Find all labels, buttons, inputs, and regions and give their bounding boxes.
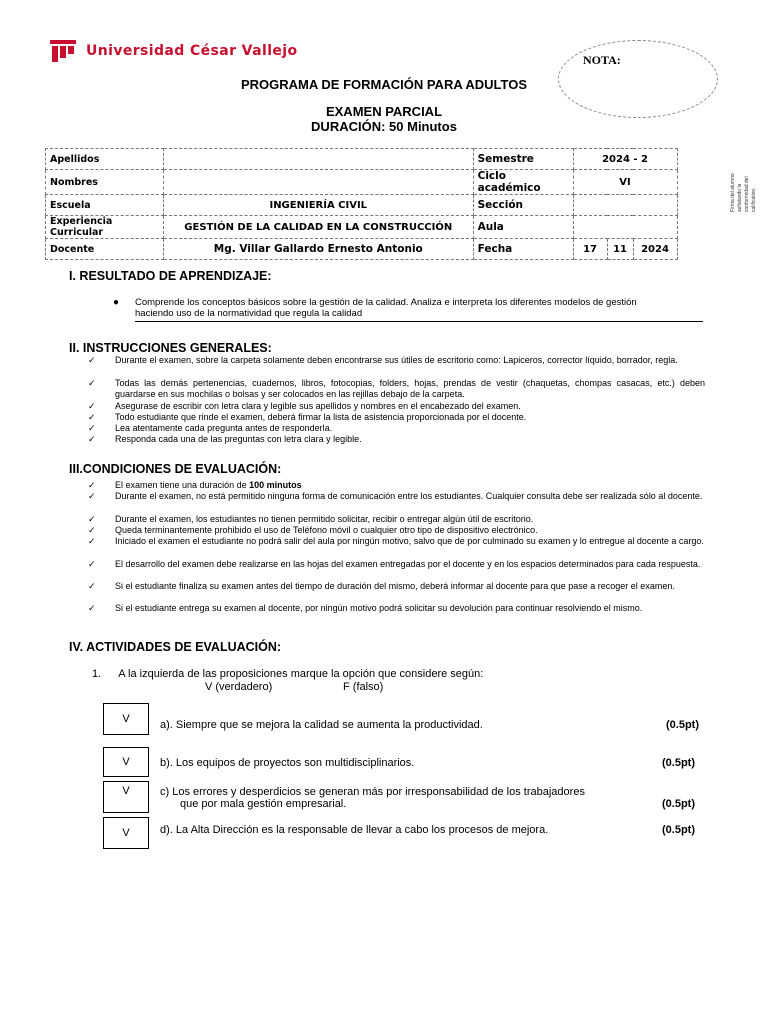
experiencia-value: GESTIÓN DE LA CALIDAD EN LA CONSTRUCCIÓN [163, 216, 473, 239]
program-title: PROGRAMA DE FORMACIÓN PARA ADULTOS [241, 77, 527, 92]
list-item-text: Responda cada una de las preguntas con letra clara y legible. [115, 434, 362, 444]
f-legend: F (falso) [343, 681, 384, 693]
apellidos-label: Apellidos [46, 149, 164, 170]
points-label: (0.5pt) [666, 719, 699, 731]
list-item [88, 378, 705, 400]
side-note-line: calificativo. [751, 187, 757, 212]
outcome-line-1: Comprende los conceptos básicos sobre la gestión de la calidad. Analiza e interpreta los diferentes modelos de gestión [135, 297, 637, 308]
condition-item [88, 480, 705, 491]
list-item [88, 491, 705, 502]
apellidos-field[interactable] [163, 149, 473, 170]
points-label: (0.5pt) [662, 824, 695, 836]
points-label: (0.5pt) [662, 757, 695, 769]
semestre-value: 2024 - 2 [573, 149, 677, 170]
fecha-day: 17 [573, 239, 607, 260]
list-item [88, 434, 705, 445]
statement-text: c) Los errores y desperdicios se generan más por irresponsabilidad de los trabajadores [160, 786, 585, 798]
condition-text: El examen tiene una duración de [115, 480, 250, 490]
checkmark-icon: ✓ [88, 536, 96, 546]
signature-note [728, 160, 768, 240]
learning-outcome [113, 297, 703, 322]
side-note-line: Firma del alumno [730, 173, 736, 212]
fecha-year: 2024 [633, 239, 677, 260]
section-3-title: III.CONDICIONES DE EVALUACIÓN: [69, 462, 282, 476]
statement-text: b). Los equipos de proyectos son multidisciplinarios. [160, 757, 415, 769]
outcome-line-2: haciendo uso de la normatividad que regula la calidad [135, 308, 363, 319]
checkmark-icon: ✓ [88, 378, 96, 388]
checkmark-icon: ✓ [88, 581, 96, 591]
list-item [88, 536, 705, 547]
nombres-label: Nombres [46, 170, 164, 195]
ciclo-label: Ciclo académico [473, 170, 573, 195]
list-item-text: Durante el examen, sobre la carpeta solamente deben encontrarse sus útiles de escritorio como: Lapiceros, corrector líquido, borrador, regla. [115, 355, 678, 365]
aula-label: Aula [473, 216, 573, 239]
docente-label: Docente [46, 239, 164, 260]
section-2-title: II. INSTRUCCIONES GENERALES: [69, 341, 272, 355]
section-1-title: I. RESULTADO DE APRENDIZAJE: [69, 269, 272, 283]
list-item [88, 581, 705, 592]
list-item-text: Si el estudiante finaliza su examen antes del tiempo de duración del mismo, deberá informar al docente para que pase a recoger el examen. [115, 581, 675, 591]
checkmark-icon: ✓ [88, 434, 96, 444]
answer-box[interactable]: V [103, 747, 149, 777]
docente-value: Mg. Villar Gallardo Ernesto Antonio [163, 239, 473, 260]
points-label: (0.5pt) [662, 798, 695, 810]
answer-box[interactable]: V [103, 703, 149, 735]
statement-text-cont: que por mala gestión empresarial. [180, 798, 347, 810]
aula-field[interactable] [573, 216, 677, 239]
seccion-label: Sección [473, 195, 573, 216]
checkmark-icon: ✓ [88, 412, 96, 422]
duration-bold: 100 minutos [249, 480, 302, 490]
list-item [88, 525, 705, 536]
nota-label: NOTA: [583, 53, 621, 67]
exam-title: EXAMEN PARCIAL [325, 104, 443, 119]
checkmark-icon: ✓ [88, 559, 96, 569]
list-item-text: Todas las demás pertenencias, cuadernos, libros, fotocopias, folders, hojas, prendas de vestir (chaquetas, chompas casacas, etc.) deben guardarse en sus mochilas o bolsas y ser colocados en las rejillas debajo de la carpeta. [115, 378, 705, 399]
semestre-label: Semestre [473, 149, 573, 170]
list-item [88, 412, 705, 423]
nombres-field[interactable] [163, 170, 473, 195]
question-text: A la izquierda de las proposiciones marque la opción que considere según: [118, 668, 484, 680]
checkmark-icon: ✓ [88, 401, 96, 411]
escuela-label: Escuela [46, 195, 164, 216]
statement-text: d). La Alta Dirección es la responsable de llevar a cabo los procesos de mejora. [160, 824, 549, 836]
bullet-icon: ● [113, 297, 120, 308]
checkmark-icon: ✓ [88, 355, 96, 365]
fecha-month: 11 [607, 239, 633, 260]
university-logo [48, 36, 298, 66]
list-item-text: Todo estudiante que rinde el examen, deberá firmar la lista de asistencia proporcionada por el docente. [115, 412, 527, 422]
university-name: Universidad César Vallejo [86, 43, 298, 59]
checkmark-icon: ✓ [88, 514, 96, 524]
list-item [88, 603, 705, 614]
checkmark-icon: ✓ [88, 423, 96, 433]
fecha-label: Fecha [473, 239, 573, 260]
experiencia-label: Experiencia Curricular [46, 216, 164, 239]
side-note-line: señalando la [737, 183, 743, 212]
seccion-field[interactable] [573, 195, 677, 216]
checkmark-icon: ✓ [88, 480, 96, 490]
list-item-text: Durante el examen, los estudiantes no tienen permitido solicitar, recibir o entregar algún útil de escritorio. [115, 514, 534, 524]
statement-text: a). Siempre que se mejora la calidad se aumenta la productividad. [160, 719, 483, 731]
list-item [88, 514, 705, 525]
list-item-text: Asegurase de escribir con letra clara y legible sus apellidos y nombres en el encabezado del examen. [115, 401, 521, 411]
list-item [88, 355, 705, 366]
answer-box[interactable]: V [103, 781, 149, 813]
list-item-text: Iniciado el examen el estudiante no podrá salir del aula por ningún motivo, salvo que de por culminado su examen y lo entregue al docente a cargo. [115, 536, 704, 546]
escuela-value: INGENIERÍA CIVIL [163, 195, 473, 216]
side-note-line: conformidad del [744, 176, 750, 212]
exam-duration: DURACIÓN: 50 Minutos [311, 119, 457, 134]
list-item-text: Queda terminantemente prohibido el uso de Teléfono móvil o cualquier otro tipo de dispositivo electrónico. [115, 525, 538, 535]
list-item [88, 401, 705, 412]
checkmark-icon: ✓ [88, 603, 96, 613]
question-1 [92, 668, 483, 680]
student-info-table [45, 148, 730, 260]
checkmark-icon: ✓ [88, 525, 96, 535]
ciclo-value: VI [573, 170, 677, 195]
list-item-text: Durante el examen, no está permitido ninguna forma de comunicación entre los estudiantes. Cualquier consulta debe ser realizada sólo al docente. [115, 491, 703, 501]
section-4-title: IV. ACTIVIDADES DE EVALUACIÓN: [69, 640, 282, 654]
answer-box[interactable]: V [103, 817, 149, 849]
list-item [88, 559, 705, 570]
list-item-text: Si el estudiante entrega su examen al docente, por ningún motivo podrá solicitar su devolución para continuar resolviendo el mismo. [115, 603, 643, 613]
question-number: 1. [92, 668, 102, 680]
list-item-text: El desarrollo del examen debe realizarse en las hojas del examen entregadas por el docente y en los espacios determinados para cada respuesta. [115, 559, 701, 569]
ucv-shield-icon [48, 36, 78, 66]
list-item [88, 423, 705, 434]
list-item-text: Lea atentamente cada pregunta antes de responderla. [115, 423, 333, 433]
checkmark-icon: ✓ [88, 491, 96, 501]
v-legend: V (verdadero) [205, 681, 273, 693]
